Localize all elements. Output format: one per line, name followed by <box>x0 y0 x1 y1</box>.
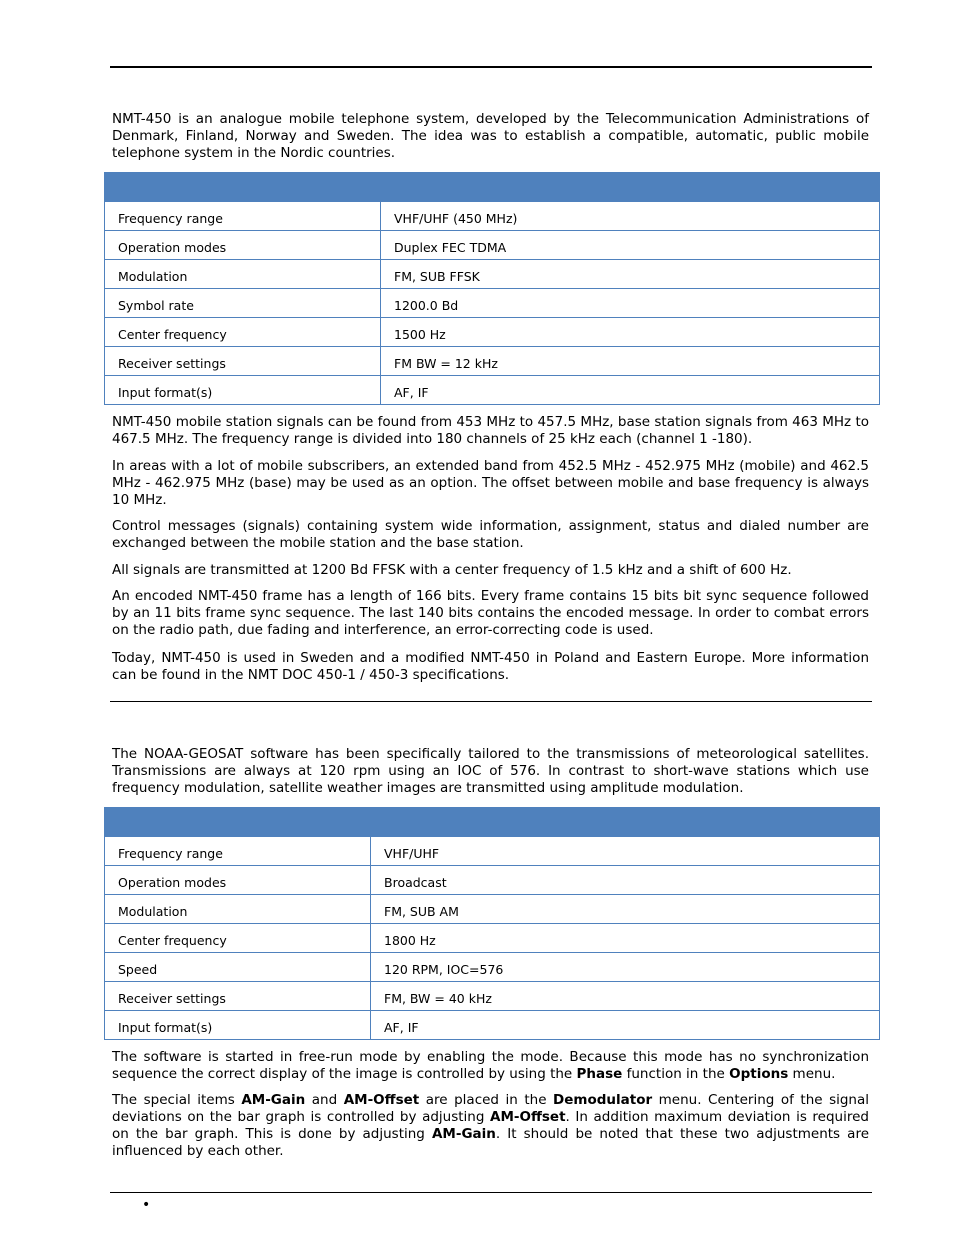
table-header-row <box>105 808 880 837</box>
options-keyword: Options <box>729 1066 789 1082</box>
table-row <box>105 289 880 318</box>
table-row <box>105 924 880 953</box>
spec-label: Operation modes <box>105 866 371 895</box>
spec-label: Frequency range <box>105 202 381 231</box>
table-row <box>105 866 880 895</box>
spec-label: Input format(s) <box>105 376 381 405</box>
nmt450-paragraph-1: NMT-450 mobile station signals can be found from 453 MHz to 457.5 MHz, base station signals from 463 MHz to 467.5 MHz. The frequency range is divided into 180 channels of 25 kHz each (channel 1 -180). <box>112 414 869 447</box>
nmt450-intro: NMT-450 is an analogue mobile telephone system, developed by the Telecommunication Administrations of Denmark, Finland, Norway and Sweden. The idea was to establish a compatible, automatic, public mobile telephone system in the Nordic countries. <box>112 111 869 161</box>
nmt450-paragraph-4: All signals are transmitted at 1200 Bd FFSK with a center frequency of 1.5 kHz and a shift of 600 Hz. <box>112 562 792 578</box>
text-run: The software is started in free-run mode by enabling the mode. Because this mode has no synchronization sequence the correct display of the image is controlled by using the <box>112 1049 869 1082</box>
spec-value: VHF/UHF <box>371 837 880 866</box>
table-header-cell <box>105 173 880 202</box>
text-run: . In addition maximum deviation is required on the bar graph. This is done by adjusting <box>112 1109 869 1142</box>
table-row <box>105 318 880 347</box>
nmt450-paragraph-6: Today, NMT-450 is used in Sweden and a modified NMT-450 in Poland and Eastern Europe. More information can be found in the NMT DOC 450-1 / 450-3 specifications. <box>112 650 869 683</box>
noaa-geosat-paragraph-2 <box>112 1092 869 1160</box>
spec-value: FM, SUB FFSK <box>381 260 880 289</box>
spec-label: Frequency range <box>105 837 371 866</box>
am-gain-keyword: AM-Gain <box>241 1092 306 1108</box>
spec-label: Speed <box>105 953 371 982</box>
am-gain-keyword: AM-Gain <box>431 1126 496 1142</box>
section-divider <box>110 701 872 702</box>
am-offset-keyword: AM-Offset <box>490 1109 566 1125</box>
text-run: The special items <box>112 1092 242 1108</box>
table-row <box>105 837 880 866</box>
spec-value: Broadcast <box>371 866 880 895</box>
noaa-geosat-paragraph-1 <box>112 1049 869 1083</box>
table-row <box>105 982 880 1011</box>
spec-label: Modulation <box>105 260 381 289</box>
header-rule <box>110 66 872 68</box>
spec-value: Duplex FEC TDMA <box>381 231 880 260</box>
table-row <box>105 953 880 982</box>
text-run: function in the <box>622 1066 730 1082</box>
spec-value: FM, BW = 40 kHz <box>371 982 880 1011</box>
table-row <box>105 1011 880 1040</box>
text-run: menu. <box>788 1066 836 1082</box>
spec-label: Modulation <box>105 895 371 924</box>
spec-label: Input format(s) <box>105 1011 371 1040</box>
phase-keyword: Phase <box>576 1066 623 1082</box>
spec-value: VHF/UHF (450 MHz) <box>381 202 880 231</box>
noaa-geosat-intro: The NOAA-GEOSAT software has been specifically tailored to the transmissions of meteorological satellites. Transmissions are always at 120 rpm using an IOC of 576. In contrast to short-wave stations which use frequency modulation, satellite weather images are transmitted using amplitude modulation. <box>112 746 869 796</box>
nmt450-paragraph-2: In areas with a lot of mobile subscribers, an extended band from 452.5 MHz - 452.975 MHz (mobile) and 462.5 MHz - 462.975 MHz (base) may be used as an option. The offset between mobile and base frequency is always 10 MHz. <box>112 458 869 508</box>
text-run: are placed in the <box>419 1092 554 1108</box>
table-row <box>105 260 880 289</box>
am-offset-keyword: AM-Offset <box>343 1092 420 1108</box>
text-run: and <box>305 1092 344 1108</box>
spec-label: Receiver settings <box>105 347 381 376</box>
table-row <box>105 347 880 376</box>
nmt450-spec-table <box>104 172 880 405</box>
text-run: . It should be noted that these two adjustments are influenced by each other. <box>112 1126 870 1159</box>
spec-value: AF, IF <box>371 1011 880 1040</box>
table-row <box>105 895 880 924</box>
table-row <box>105 231 880 260</box>
nmt450-paragraph-5: An encoded NMT-450 frame has a length of 166 bits. Every frame contains 15 bits bit sync sequence followed by an 11 bits frame sync sequence. The last 140 bits contains the encoded message. In order to combat errors on the radio path, due fading and interference, an error-correcting code is used. <box>112 588 869 638</box>
table-header-cell <box>105 808 371 837</box>
table-header-row <box>105 173 880 202</box>
spec-label: Operation modes <box>105 231 381 260</box>
noaa-geosat-spec-table <box>104 807 880 1040</box>
spec-label: Receiver settings <box>105 982 371 1011</box>
footer-bullet: • <box>142 1197 151 1213</box>
table-header-cell <box>371 808 880 837</box>
spec-value: AF, IF <box>381 376 880 405</box>
spec-label: Center frequency <box>105 924 371 953</box>
spec-label: Symbol rate <box>105 289 381 318</box>
spec-value: 1800 Hz <box>371 924 880 953</box>
spec-value: FM, SUB AM <box>371 895 880 924</box>
table-row <box>105 376 880 405</box>
text-run: menu. Centering of the signal deviations on the bar graph is controlled by adjusting <box>112 1092 870 1125</box>
nmt450-paragraph-3: Control messages (signals) containing system wide information, assignment, status and dialed number are exchanged between the mobile station and the base station. <box>112 518 869 551</box>
spec-value: 1500 Hz <box>381 318 880 347</box>
spec-label: Center frequency <box>105 318 381 347</box>
spec-value: 120 RPM, IOC=576 <box>371 953 880 982</box>
table-row <box>105 202 880 231</box>
spec-value: 1200.0 Bd <box>381 289 880 318</box>
demodulator-keyword: Demodulator <box>553 1092 653 1108</box>
spec-value: FM BW = 12 kHz <box>381 347 880 376</box>
footer-rule <box>110 1192 872 1193</box>
